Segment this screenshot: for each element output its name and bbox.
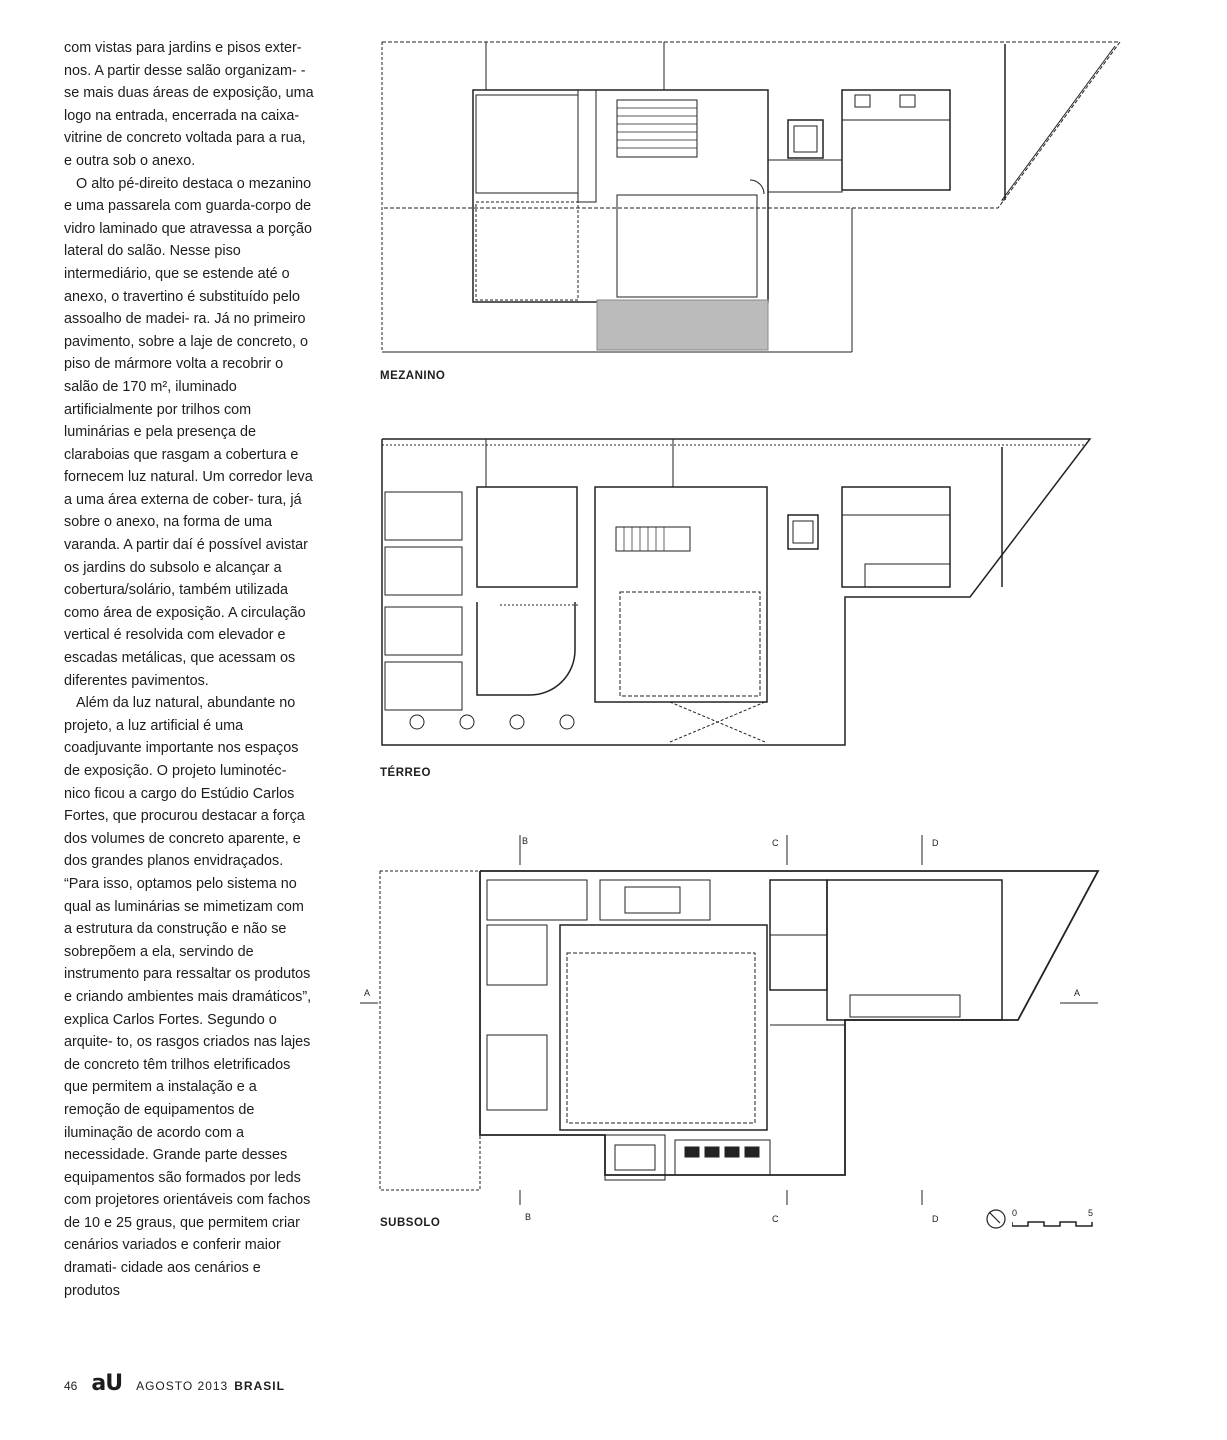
issue-date: AGOSTO 2013	[136, 1379, 229, 1393]
cut-d-top: D	[932, 838, 939, 848]
mezanino-caption: MEZANINO	[380, 370, 446, 382]
subsolo-floor-plan	[360, 835, 1100, 1210]
scale-end-label: 5	[1088, 1208, 1094, 1218]
cut-c-bottom: C	[772, 1214, 779, 1224]
mezanino-floor-plan	[380, 40, 1122, 358]
scale-bar	[1012, 1220, 1094, 1230]
paragraph-3: Além da luz natural, abundante no projeto, a luz artificial é uma coadjuvante importante nos espaços de exposição. O projeto luminotéc- nico ficou a cargo do Estúdio Carlos Fortes, que procurou destacar a força dos volumes de concreto aparente, e dos grandes planos envidraçados. “Para isso, optamos pelo sistema no qual as luminárias se mimetizam com a estrutura da construção e não se sobrepõem a ela, servindo de instrumento para ressaltar os produtos e criando ambientes mais dramáticos”, explica Carlos Fortes. Segundo o arquite- to, os rasgos criados nas lajes de concreto têm trilhos eletrificados que permitem a instalação e a remoção de equipamentos de iluminação de acordo com a necessidade. Grande parte desses equipamentos são formados por leds com projetores orientáveis com fachos de 10 e 25 graus, que permitem criar cenários variados e conferir maior dramati- cidade aos cenários e produtos	[64, 695, 312, 1299]
cut-b-top: B	[522, 836, 529, 846]
paragraph-1: com vistas para jardins e pisos exter- nos. A partir desse salão organizam- -se mais duas áreas de exposição, uma logo na entrada, encerrada na caixa-vitrine de concreto voltada para a rua, e outra sob o anexo.	[64, 40, 314, 169]
cut-c-top: C	[772, 838, 779, 848]
subsolo-caption: SUBSOLO	[380, 1217, 441, 1229]
page-footer	[64, 1371, 285, 1396]
cut-a-left: A	[364, 988, 371, 998]
edition-brand: BRASIL	[234, 1379, 285, 1393]
article-column	[64, 37, 314, 1302]
cut-b-bottom: B	[525, 1212, 532, 1222]
scale-start-label: 0	[1012, 1208, 1018, 1218]
magazine-logo: aU	[91, 1371, 123, 1396]
cut-d-bottom: D	[932, 1214, 939, 1224]
page-number: 46	[64, 1379, 78, 1393]
terreo-caption: TÉRREO	[380, 767, 431, 779]
cut-a-right: A	[1074, 988, 1081, 998]
paragraph-2: O alto pé-direito destaca o mezanino e uma passarela com guarda-corpo de vidro laminado que atravessa a porção lateral do salão. Nesse piso intermediário, que se estende até o anexo, o travertino é substituído pelo assoalho de madei- ra. Já no primeiro pavimento, sobre a laje de concreto, o piso de mármore volta a recobrir o salão de 170 m², iluminado artificialmente por trilhos com luminárias e pela presença de claraboias que rasgam a cobertura e fornecem luz natural. Um corredor leva a uma área externa de cober- tura, já sobre o anexo, na forma de uma varanda. A partir daí é possível avistar os jardins do subsolo e alcançar a cobertura/solário, também utilizada como área de exposição. A circulação vertical é resolvida com elevador e escadas metálicas, que acessam os diferentes pavimentos.	[64, 175, 313, 689]
terreo-floor-plan	[380, 437, 1100, 749]
north-arrow-icon	[985, 1208, 1007, 1230]
